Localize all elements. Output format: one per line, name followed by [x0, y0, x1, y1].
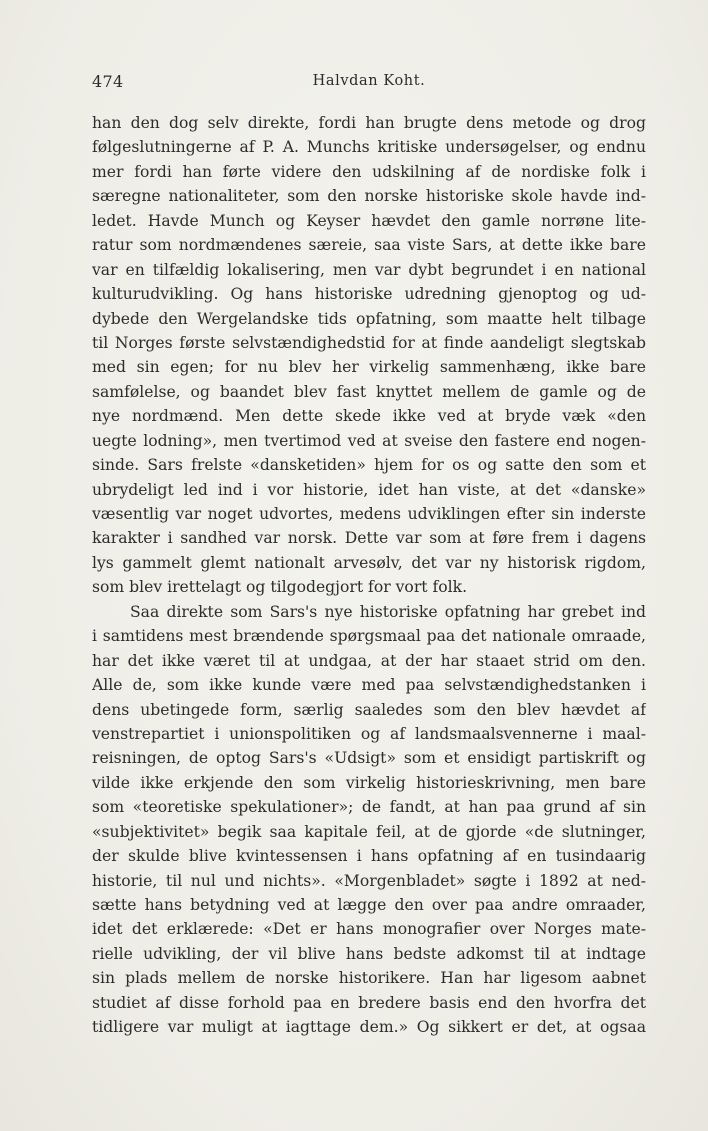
text-line: ratur som nordmændenes særeie, saa viste Sars, at dette ikke bare: [92, 236, 646, 255]
text-line: med sin egen; for nu blev her virkelig sammenhæng, ikke bare: [92, 358, 646, 377]
text-line: væsentlig var noget udvortes, medens udviklingen efter sin inderste: [92, 505, 646, 523]
page-header: [92, 72, 646, 98]
text-line: vilde ikke erkjende den som virkelig historieskrivning, men bare: [92, 773, 646, 792]
text-line: tidligere var muligt at iagttage dem.» Og sikkert er det, at ogsaa: [92, 1018, 646, 1037]
text-line: sinde. Sars frelste «dansketiden» hjem for os og satte den som et: [92, 456, 646, 475]
text-line: nye nordmænd. Men dette skede ikke ved at bryde væk «den: [92, 407, 646, 426]
text-line: særegne nationaliteter, som den norske historiske skole havde ind-: [92, 187, 646, 206]
text-line: som «teoretiske spekulationer»; de fandt, at han paa grund af sin: [92, 798, 646, 817]
text-line: ubrydeligt led ind i vor historie, idet han viste, at det «danske»: [92, 480, 646, 499]
text-line: ledet. Havde Munch og Keyser hævdet den gamle norrøne lite-: [92, 211, 646, 230]
text-line: kulturudvikling. Og hans historiske udredning gjenoptog og ud-: [92, 285, 646, 304]
text-line: venstrepartiet i unionspolitiken og af landsmaalsvennerne i maal-: [92, 724, 646, 743]
text-line: mer fordi han førte videre den udskilning af de nordiske folk i: [92, 162, 646, 181]
text-line: i samtidens mest brændende spørgsmaal paa det nationale omraade,: [92, 627, 646, 646]
text-line: dens ubetingede form, særlig saaledes som den blev hævdet af: [92, 700, 646, 719]
text-line: «subjektivitet» begik saa kapitale feil, at de gjorde «de slutninger,: [92, 822, 646, 841]
text-line: lys gammelt glemt nationalt arvesølv, det var ny historisk rigdom,: [92, 553, 646, 572]
text-line: studiet af disse forhold paa en bredere basis end den hvorfra det: [92, 993, 646, 1012]
text-line: som blev irettelagt og tilgodegjort for vort folk.: [92, 578, 468, 597]
text-line: rielle udvikling, der vil blive hans bedste adkomst til at indtage: [92, 944, 646, 963]
text-line: der skulde blive kvintessensen i hans opfatning af en tusindaarig: [92, 847, 646, 866]
text-line: var en tilfældig lokalisering, men var dybt begrundet i en national: [92, 260, 646, 279]
text-line: karakter i sandhed var norsk. Dette var som at føre frem i dagens: [92, 529, 646, 548]
text-line: har det ikke været til at undgaa, at der har staaet strid om den.: [92, 651, 646, 670]
text-line: uegte lodning», men tvertimod ved at sveise den fastere end nogen-: [92, 431, 646, 450]
page-number: 474: [92, 72, 124, 91]
text-line: samfølelse, og baandet blev fast knyttet mellem de gamle og de: [92, 382, 646, 401]
running-head: Halvdan Koht.: [312, 73, 426, 89]
text-line: til Norges første selvstændighedstid for at finde aandeligt slegtskab: [92, 333, 646, 352]
text-line: Saa direkte som Sars's nye historiske opfatning har grebet ind: [130, 602, 646, 621]
text-line: historie, til nul und nichts». «Morgenbladet» søgte i 1892 at ned-: [92, 871, 646, 890]
text-line: følgeslutningerne af P. A. Munchs kritiske undersøgelser, og endnu: [92, 138, 646, 157]
text-line: reisningen, de optog Sars's «Udsigt» som et ensidigt partiskrift og: [92, 749, 646, 768]
text-line: sætte hans betydning ved at lægge den over paa andre omraader,: [92, 896, 646, 914]
text-line: dybede den Wergelandske tids opfatning, som maatte helt tilbage: [92, 309, 646, 328]
text-line: Alle de, som ikke kunde være med paa selvstændighedstanken i: [92, 676, 646, 695]
body-text: [92, 111, 646, 1040]
text-line: sin plads mellem de norske historikere. Han har ligesom aabnet: [92, 969, 646, 988]
text-line: idet det erklærede: «Det er hans monografier over Norges mate-: [92, 920, 646, 939]
text-line: han den dog selv direkte, fordi han brugte dens metode og drog: [92, 114, 646, 132]
